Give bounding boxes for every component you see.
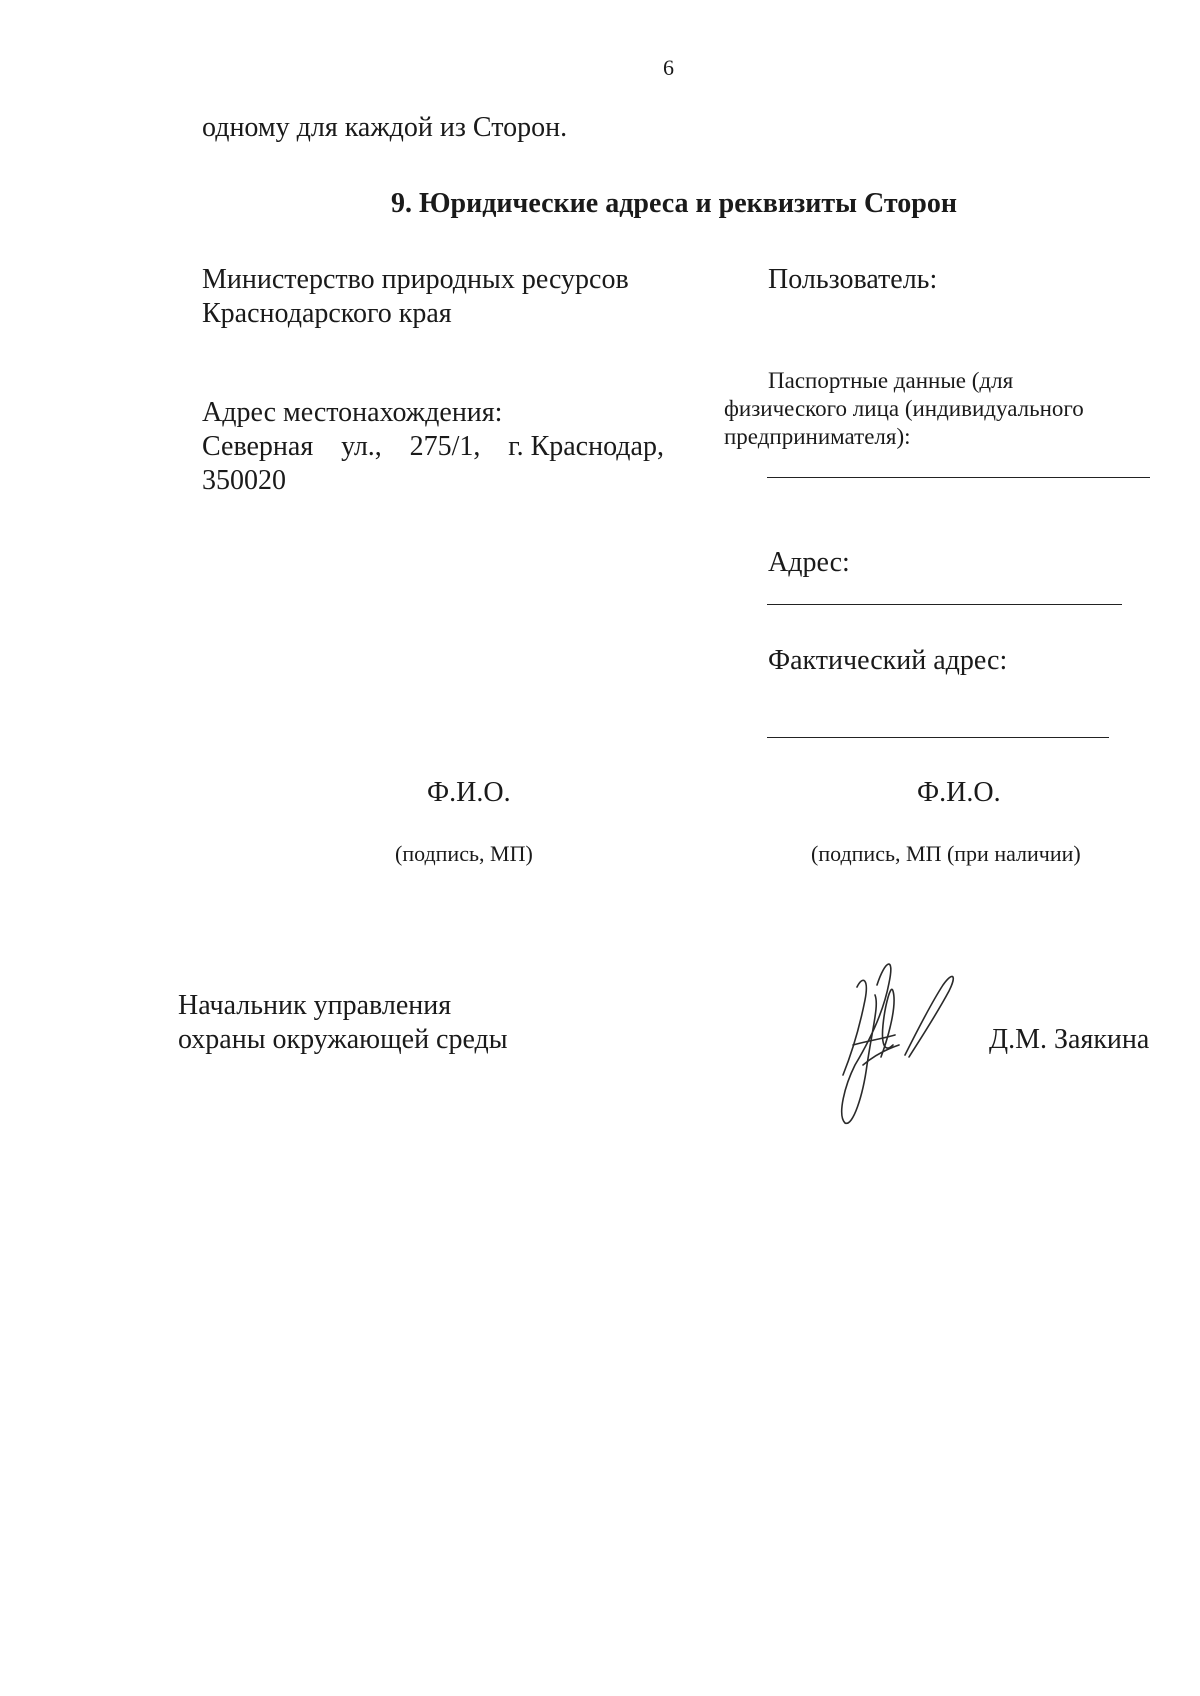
passport-line3: предпринимателя): [724,424,911,449]
left-postal-code: 350020 [202,465,286,496]
left-fio: Ф.И.О. [427,777,511,808]
left-party-name-line2: Краснодарского края [202,298,452,329]
right-address-label: Адрес: [768,547,850,578]
intro-fragment: одному для каждой из Сторон. [202,112,568,143]
section-title: 9. Юридические адреса и реквизиты Сторон [391,188,957,219]
signatory-title-line1: Начальник управления [178,990,452,1021]
passport-line2: физического лица (индивидуального [724,396,1084,421]
address-blank-line [767,604,1122,605]
signatory-title-line2: охраны окружающей среды [178,1024,508,1055]
handwritten-signature [815,945,975,1130]
right-fio: Ф.И.О. [917,777,1001,808]
left-address-label: Адрес местонахождения: [202,397,503,428]
left-party-name-line1: Министерство природных ресурсов [202,264,629,295]
address-word-number: 275/1, [409,431,481,462]
passport-blank-line [767,477,1150,478]
passport-line1: Паспортные данные (для [768,368,1014,393]
actual-address-label: Фактический адрес: [768,645,1008,676]
signatory-name: Д.М. Заякина [989,1024,1150,1055]
address-word-street: Северная [202,431,314,462]
right-party-label: Пользователь: [768,264,938,295]
left-address-line [202,429,664,464]
page-number: 6 [663,55,674,80]
actual-address-blank-line [767,737,1109,738]
address-word-city: г. Краснодар, [508,431,664,462]
address-word-ul: ул., [341,431,382,462]
right-signature-note: (подпись, МП (при наличии) [811,841,1081,866]
left-signature-note: (подпись, МП) [395,841,533,866]
